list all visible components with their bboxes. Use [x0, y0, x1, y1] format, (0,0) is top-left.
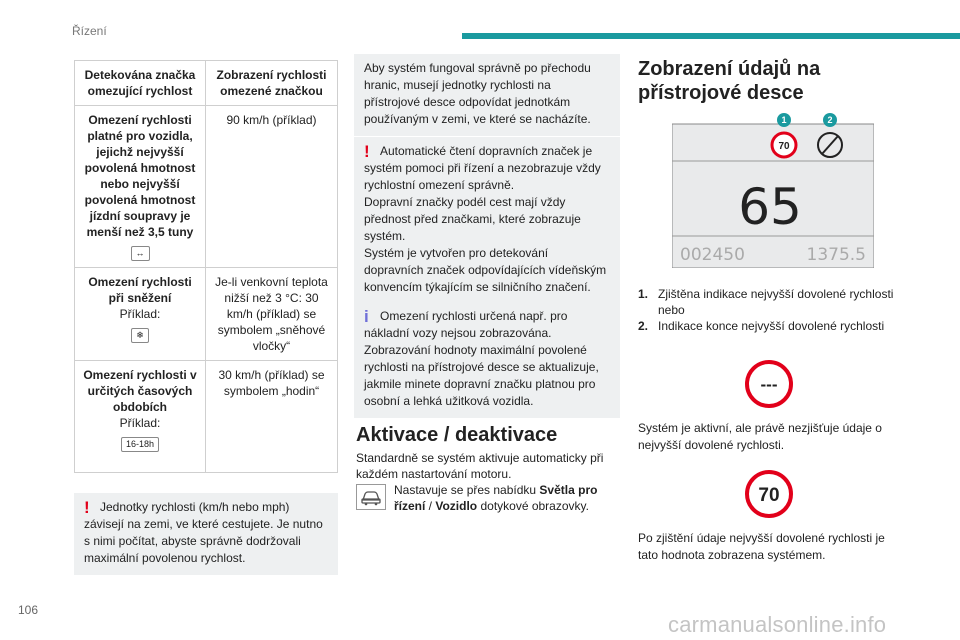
watermark: carmanualsonline.info: [668, 612, 887, 637]
system-active-text: Systém je aktivní, ale právě nezjišťuje údaje o nejvyšší dovolené rychlosti.: [638, 421, 882, 452]
speed-limit-table: [74, 60, 338, 473]
legend-number: 2.: [638, 319, 649, 333]
display-heading: Zobrazení údajů na přístrojové desce: [638, 58, 821, 104]
trailer-icon: ↔: [131, 246, 150, 261]
table-cell-condition: Omezení rychlosti v určitých časových obdobích: [83, 368, 197, 414]
table-row: [75, 361, 338, 473]
menu-text-prefix: Nastavuje se přes nabídku: [394, 483, 540, 497]
sign-dashes-label: ---: [760, 375, 778, 394]
instrument-cluster-illustration: [672, 112, 874, 268]
legend-number: 1.: [638, 287, 649, 301]
table-row: [75, 268, 338, 361]
snowflake-icon: ❄: [131, 328, 149, 343]
table-header: Detekována značka omezující rychlost: [75, 61, 206, 106]
legend-item: [638, 286, 908, 318]
no-limit-detected-sign-icon: [744, 359, 794, 409]
note-border-units: [354, 54, 620, 136]
warning-icon: !: [84, 498, 90, 517]
time-period-icon: 16-18h: [121, 437, 159, 452]
callout-1-label: 1: [781, 115, 787, 125]
menu-text-suffix: dotykové obrazovky.: [477, 499, 589, 513]
note-text: Zobrazování hodnoty maximální povolené rychlosti na přístrojové desce se aktualizuje, jakmile minete dopravní značku platnou pro osobní a lehká užitková vozidla.: [364, 343, 599, 408]
table-row: [75, 106, 338, 268]
table-cell-example-label: Příklad:: [119, 307, 161, 321]
table-cell-display: 90 km/h (příklad): [206, 106, 338, 268]
page-number: 106: [18, 603, 39, 617]
note-text: Aby systém fungoval správně po přechodu hranic, musejí jednotky rychlosti na přístrojové desce odpovídat jednotkám používaným v zemi, ve které se nacházíte.: [364, 61, 591, 126]
note-text: Automatické čtení dopravních značek je systém pomoci při řízení a nezobrazuje vždy rychlostní omezení správně.: [364, 144, 601, 192]
legend-text: Indikace konce nejvyšší dovolené rychlosti: [658, 319, 885, 333]
limit-detected-text: Po zjištění údaje nejvyšší dovolené rychlosti je tato hodnota zobrazena systémem.: [638, 531, 885, 562]
cluster-legend: [638, 286, 908, 334]
warning-note-units: [74, 493, 338, 575]
header-accent-bar: [462, 33, 960, 39]
note-text: Jednotky rychlosti (km/h nebo mph) závisejí na zemi, ve které cestujete. Je nutno s nimi počítat, abyste správně dodržovali maximální povolenou rychlost.: [84, 500, 323, 565]
menu-path-vehicle: Vozidlo: [435, 499, 478, 513]
menu-path-lights: Světla pro řízení: [394, 483, 598, 513]
car-settings-icon: [356, 484, 386, 510]
table-header-row: [75, 61, 338, 106]
table-cell-display: 30 km/h (příklad) se symbolem „hodin“: [206, 361, 338, 473]
speed-limit-70-sign-icon: [744, 469, 794, 519]
note-text: Omezení rychlosti určená např. pro nákladní vozy nejsou zobrazována.: [364, 309, 568, 340]
callout-2-label: 2: [827, 115, 833, 125]
sign-70-label: 70: [758, 485, 780, 506]
table-cell-condition: Omezení rychlosti platné pro vozidla, jejichž nejvyšší povolená hmotnost nebo nejvyšší povolená hmotnost jízdní soupravy je menší než 3,5 tuny: [84, 113, 196, 239]
activation-heading: Aktivace / deaktivace: [356, 424, 558, 446]
sign-value: 70: [778, 141, 790, 152]
current-speed: 65: [738, 178, 802, 236]
warning-icon: !: [364, 142, 370, 161]
activation-menu-text: [394, 482, 620, 514]
info-note-trucks: [354, 302, 620, 418]
menu-path-separator: /: [425, 499, 436, 513]
trip-meter: 1375.5: [806, 245, 866, 265]
legend-item: [638, 318, 908, 334]
table-cell-condition: Omezení rychlosti při sněžení: [88, 275, 192, 305]
table-cell-example-label: Příklad:: [119, 416, 161, 430]
warning-note-reading: [354, 137, 620, 304]
note-text: Dopravní značky podél cest mají vždy přednost před značkami, které zobrazuje systém.: [364, 195, 581, 243]
section-label: Řízení: [72, 24, 107, 38]
activation-text: Standardně se systém aktivuje automaticky při každém nastartování motoru.: [356, 451, 604, 481]
table-header: Zobrazení rychlosti omezené značkou: [206, 61, 338, 106]
note-text: Systém je vytvořen pro detekování dopravních značek odpovídajících vídeňským konvencím týkajícím se silničního značení.: [364, 246, 607, 294]
table-cell-display: Je-li venkovní teplota nižší než 3 °C: 30 km/h (příklad) se symbolem „sněhové vločky“: [206, 268, 338, 361]
odometer: 002450: [680, 245, 745, 265]
legend-text: Zjištěna indikace nejvyšší dovolené rychlosti nebo: [658, 287, 894, 317]
info-icon: i: [364, 307, 369, 326]
